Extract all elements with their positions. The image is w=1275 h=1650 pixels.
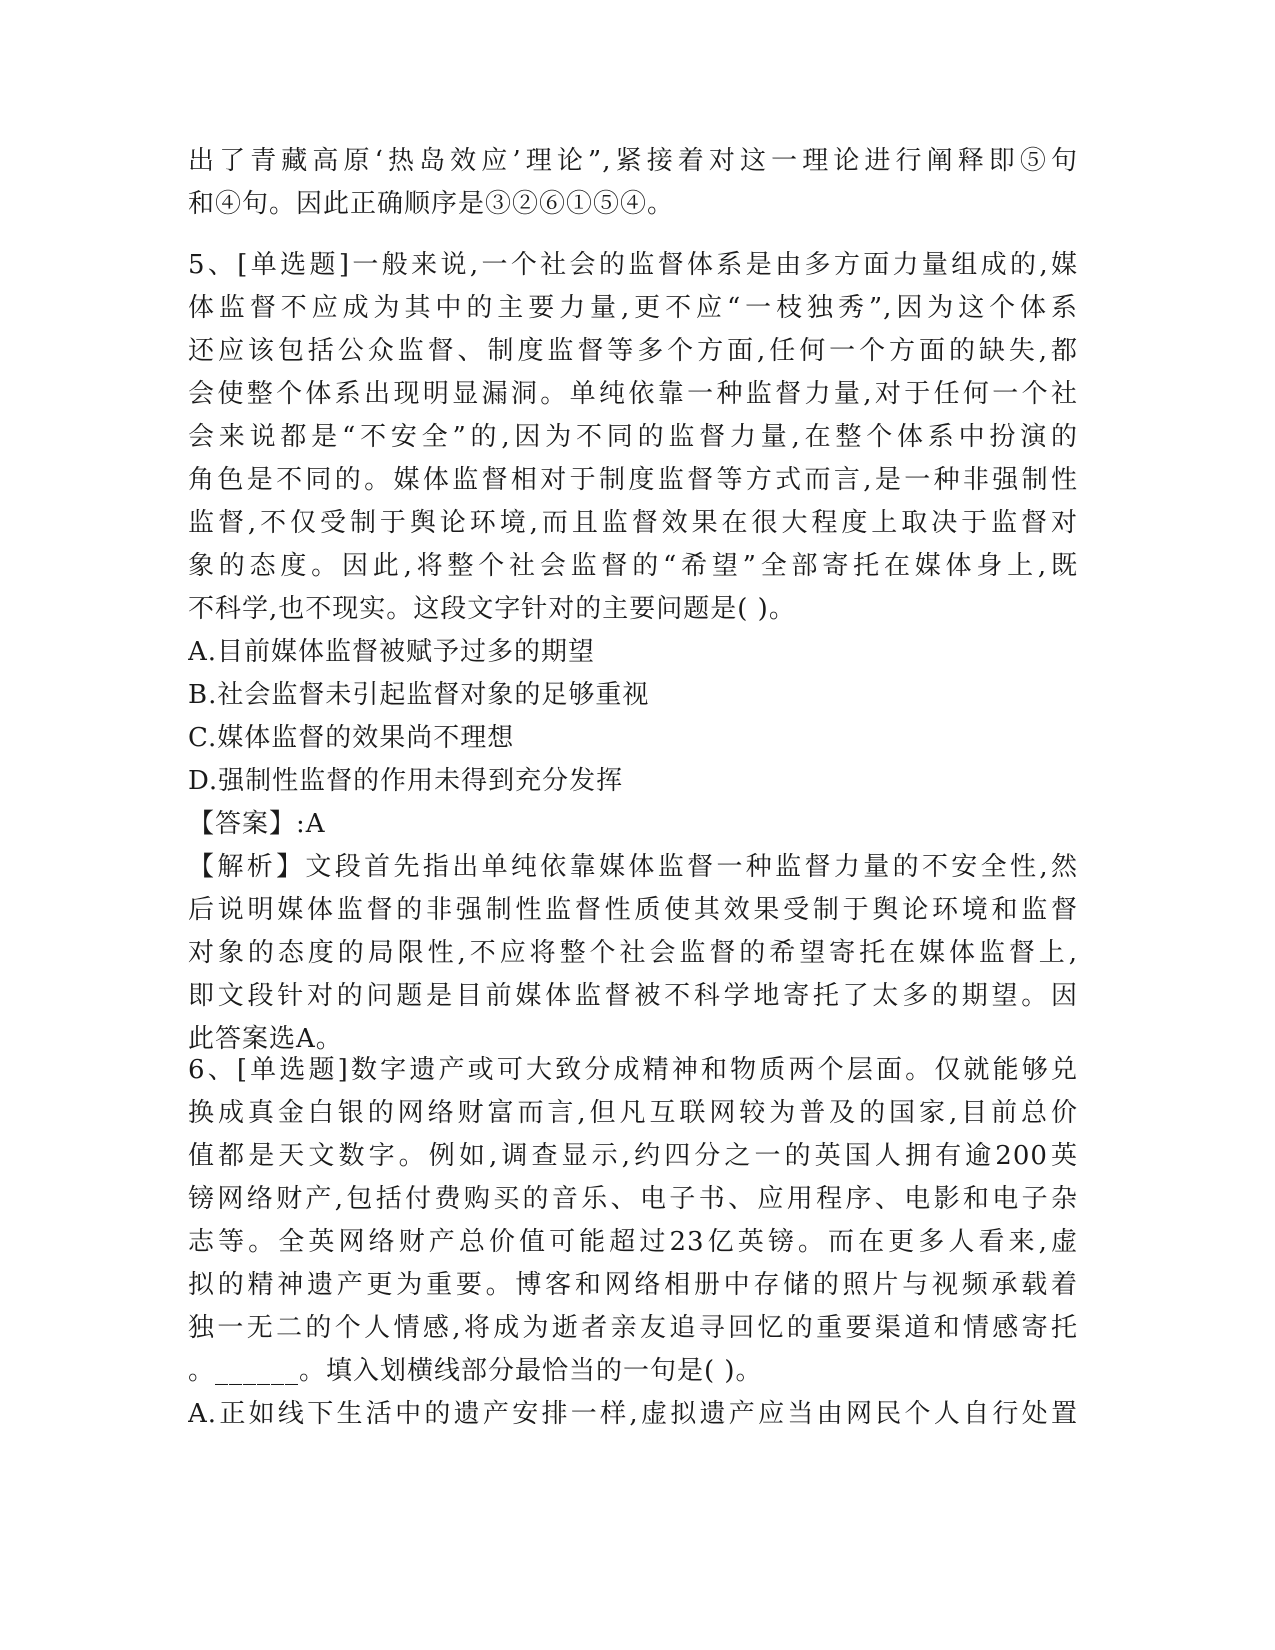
stem-line: 角色是不同的。媒体监督相对于制度监督等方式而言,是一种非强制性 xyxy=(188,465,1078,495)
stem-line: 会使整个体系出现明显漏洞。单纯依靠一种监督力量,对于任何一个社 xyxy=(188,379,1078,409)
stem-line: 5、[单选题]一般来说,一个社会的监督体系是由多方面力量组成的,媒 xyxy=(188,250,1078,280)
option-c: C.媒体监督的效果尚不理想 xyxy=(188,723,515,753)
option-b: B.社会监督未引起监督对象的足够重视 xyxy=(188,680,650,710)
stem-line: 换成真金白银的网络财富而言,但凡互联网较为普及的国家,目前总价 xyxy=(188,1098,1078,1128)
option-a: A.目前媒体监督被赋予过多的期望 xyxy=(188,637,596,667)
question-5 xyxy=(188,244,1078,1061)
stem-line: 体监督不应成为其中的主要力量,更不应“一枝独秀”,因为这个体系 xyxy=(188,293,1078,323)
option-d: D.强制性监督的作用未得到充分发挥 xyxy=(188,766,624,796)
stem-line: 6、[单选题]数字遗产或可大致分成精神和物质两个层面。仅就能够兑 xyxy=(188,1055,1078,1085)
stem-line: 志等。全英网络财产总价值可能超过23亿英镑。而在更多人看来,虚 xyxy=(188,1227,1078,1257)
text-line: 和④句。因此正确顺序是③②⑥①⑤④。 xyxy=(188,189,675,219)
answer: 【答案】:A xyxy=(188,809,326,839)
stem-line: 独一无二的个人情感,将成为逝者亲友追寻回忆的重要渠道和情感寄托 xyxy=(188,1313,1078,1343)
stem-line: 。______。填入划横线部分最恰当的一句是( )。 xyxy=(188,1356,763,1386)
explanation-line: 后说明媒体监督的非强制性监督性质使其效果受制于舆论环境和监督 xyxy=(188,895,1078,925)
stem-line: 还应该包括公众监督、制度监督等多个方面,任何一个方面的缺失,都 xyxy=(188,336,1078,366)
stem-line: 会来说都是“不安全”的,因为不同的监督力量,在整个体系中扮演的 xyxy=(188,422,1078,452)
explanation-line: 【解析】文段首先指出单纯依靠媒体监督一种监督力量的不安全性,然 xyxy=(188,852,1078,882)
explanation-line: 此答案选A。 xyxy=(188,1024,343,1054)
stem-line: 拟的精神遗产更为重要。博客和网络相册中存储的照片与视频承载着 xyxy=(188,1270,1078,1300)
explanation-line: 对象的态度的局限性,不应将整个社会监督的希望寄托在媒体监督上, xyxy=(188,938,1078,968)
stem-line: 监督,不仅受制于舆论环境,而且监督效果在很大程度上取决于监督对 xyxy=(188,508,1078,538)
stem-line: 值都是天文数字。例如,调查显示,约四分之一的英国人拥有逾200英 xyxy=(188,1141,1078,1171)
stem-line: 象的态度。因此,将整个社会监督的“希望”全部寄托在媒体身上,既 xyxy=(188,551,1078,581)
option-a: A.正如线下生活中的遗产安排一样,虚拟遗产应当由网民个人自行处置 xyxy=(188,1399,1078,1429)
prev-explanation xyxy=(188,140,1078,226)
stem-line: 不科学,也不现实。这段文字针对的主要问题是( )。 xyxy=(188,594,796,624)
question-6 xyxy=(188,1049,1078,1436)
text-line: 出了青藏高原‘热岛效应’理论”,紧接着对这一理论进行阐释即⑤句 xyxy=(188,146,1078,176)
stem-line: 镑网络财产,包括付费购买的音乐、电子书、应用程序、电影和电子杂 xyxy=(188,1184,1078,1214)
explanation-line: 即文段针对的问题是目前媒体监督被不科学地寄托了太多的期望。因 xyxy=(188,981,1078,1011)
